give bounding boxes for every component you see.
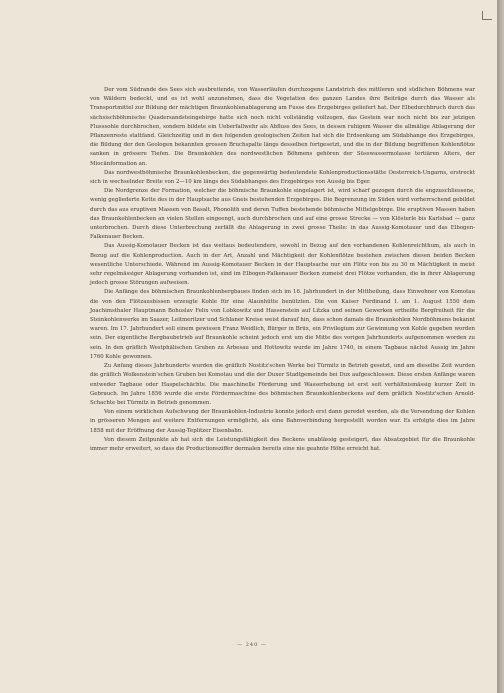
- page-edge: [497, 0, 504, 693]
- paragraph: Zu Anfang dieses Jahrhunderts wurden die gräflich Nostitz'schen Werke bei Türmitz in Betrieb gesetzt, und am dieselbe Zeit wurden die gräflich Wolkenstein'schen Gruben bei Komotau und die der Duxer Stadtgemeinde bei Dux aufgeschlossen. Diese ersten Anfänge waren entweder Tagbaue oder Haspelschächte. Die maschinelle Förderung und Wasserhebung ist erst seit verhältnismässig kurzer Zeit in Gebrauch. Im Jahre 1856 wurde die erste Fördermaschine des böhmischen Braunkohlenbeckens auf dem gräflich Nostitz'schen Arnold-Schachte bei Türmitz in Betrieb genommen.: [90, 363, 475, 406]
- body-text: [90, 86, 475, 454]
- paragraph: Von diesem Zeitpunkte ab hat sich die Leistungsfähigkeit des Beckens unablässig gesteigert, das Absatzgebiet für die Braunkohle immer mehr erweitert, so dass die Productionsziffer dermalen bereits eine nie geahnte Höhe erreicht hat.: [90, 436, 475, 452]
- paragraph: Die Anfänge des böhmischen Braunkohlenbergbaues finden sich im 16. Jahrhundert in der Mittheilung, dass Einwohner von Komotau die von den Flötzausbissen erzeugte Kohle für eine Alaunhütte benützten. Die von Kaiser Ferdinand I. am 1. August 1550 dem Joachimsthaler Hauptmann Bohuslav Felix von Lobkowitz und Hassenstein auf Litzka und seinen Gewerken ertheilte Bergfreiheit für die Steinkohlenwerke im Saazer, Leitmeritzer und Schlaner Kreise weist darauf hin, dass schon damals die Braunkohlen Nordböhmens bekannt waren. Im 17. Jahrhundert soll einem gewissen Franz Weidlich, Bürger in Brüx, ein Privilegium zur Gewinnung von Kohle gegeben worden sein. Der eigentliche Bergbaubetrieb auf Braunkohle scheint jedoch erst um die Mitte des vorigen Jahrhunderts aufgenommen worden zu sein. In den gräflich Westphälischen Gruben zu Arbesau und Hottowitz wurde im Jahre 1740, in einem Tagbaue nächst Aussig im Jahre 1760 Kohle gewonnen.: [90, 289, 475, 360]
- paragraph: Das Aussig-Komotauer Becken ist das weitaus bedeutendere, sowohl in Bezug auf den vorhandenen Kohlenreichthum, als auch in Bezug auf die Kohlenproduction. Auch in der Art, Anzahl und Mächtigkeit der Kohlenflötze bestehen zwischen diesen beiden Becken wesentliche Unterschiede. Während im Aussig-Komotauer Becken in der Hauptsache nur ein Flötz von bis zu 30 m Mächtigkeit in meist sehr regelmässiger Ablagerung vorhanden ist, sind im Elbogen-Falkenauer Becken zumeist drei Flötze vorhanden, die in ihrer Ablagerung jedoch grosse Störungen aufweisen.: [90, 243, 475, 287]
- paragraph: Von einem wirklichen Aufschwung der Braunkohlen-Industrie konnte jedoch erst dann geredet werden, als die Versendung der Kohlen in grösseren Mengen auf weitere Entfernungen ermöglicht, als eine Bahnverbindung hergestellt worden war. Es erfolgte dies im Jahre 1858 mit der Eröffnung der Aussig-Teplitzer Eisenbahn.: [90, 409, 475, 434]
- page-number: — 240 —: [237, 642, 267, 648]
- paragraph: Das nordwestböhmische Braunkohlenbecken, die gegenwärtig bedeutendste Kohlenproductionsstätte Oesterreich-Ungarns, erstreckt sich in wechselnder Breite von 2—10 km längs des Südabhanges des Erzgebirges von Aussig bis Eger.: [90, 169, 475, 186]
- crop-mark: [482, 11, 492, 20]
- paragraph: Der vom Südrande des Sees sich ausbreitende, von Wasserläufen durchzogene Landstrich des mittleren und südlichen Böhmens war von Wäldern bedeckt, und es ist wohl anzunehmen, dass die Vegetation des ganzen Landes ihre Beiträge durch das Wasser als Transportmittel zur Bildung der mächtigen Braunkohlenablagerung am Fusse des Erzgebirges geliefert hat. Der Elbedurchbruch durch das sächsischböhmische Quadersandsteingebirge hatte sich noch nicht vollständig vollzogen, das Gestein war noch nicht bis zur jetzigen Flusssohle durchbrochen, sondern bildete ein Ueberfallwehr als Abfluss des Sees, in dessen ruhigem Wasser die allmälige Ablagerung der Pflanzenreste stattfand. Gleichzeitig und in den folgenden geologischen Zeiten hat sich die Erdsenkung am Südabhange des Erzgebirges, die Bildung der den Geologen bekannten grossen Bruchspalte längs desselben fortgesetzt, und die in der Bildung begriffenen Kohlenflötze sanken in grössere Tiefen. Die Braunkohlen des nordwestlichen Böhmens gehören der Süsswassermolasse tertiären Alters, der Miocänformation an.: [90, 87, 475, 167]
- paragraph: Die Nordgrenze der Formation, welcher die böhmische Braunkohle eingelagert ist, wird scharf gezogen durch die engzuschliessene, wenig gegliederte Kette des in der Hauptsache aus Gneis bestehenden Erzgebirges. Die Begrenzung im Süden wird vorherrschend gebildet durch das aus eruptiven Massen von Basalt, Phonolith und deren Tuffen bestehende böhmische Mittelgebirge. Die eruptiven Massen haben das Braunkohlenbecken an vielen Stellen eingeengt, auch durchbrochen und auf eine grosse Strecke — von Klösterle bis Karlsbad — ganz unterbrochen. Durch diese Unterbrechung zerfällt die Ablagerung in zwei grosse Theile: in das Aussig-Komotauer und das Elbogen-Falkenauer Becken.: [90, 188, 475, 241]
